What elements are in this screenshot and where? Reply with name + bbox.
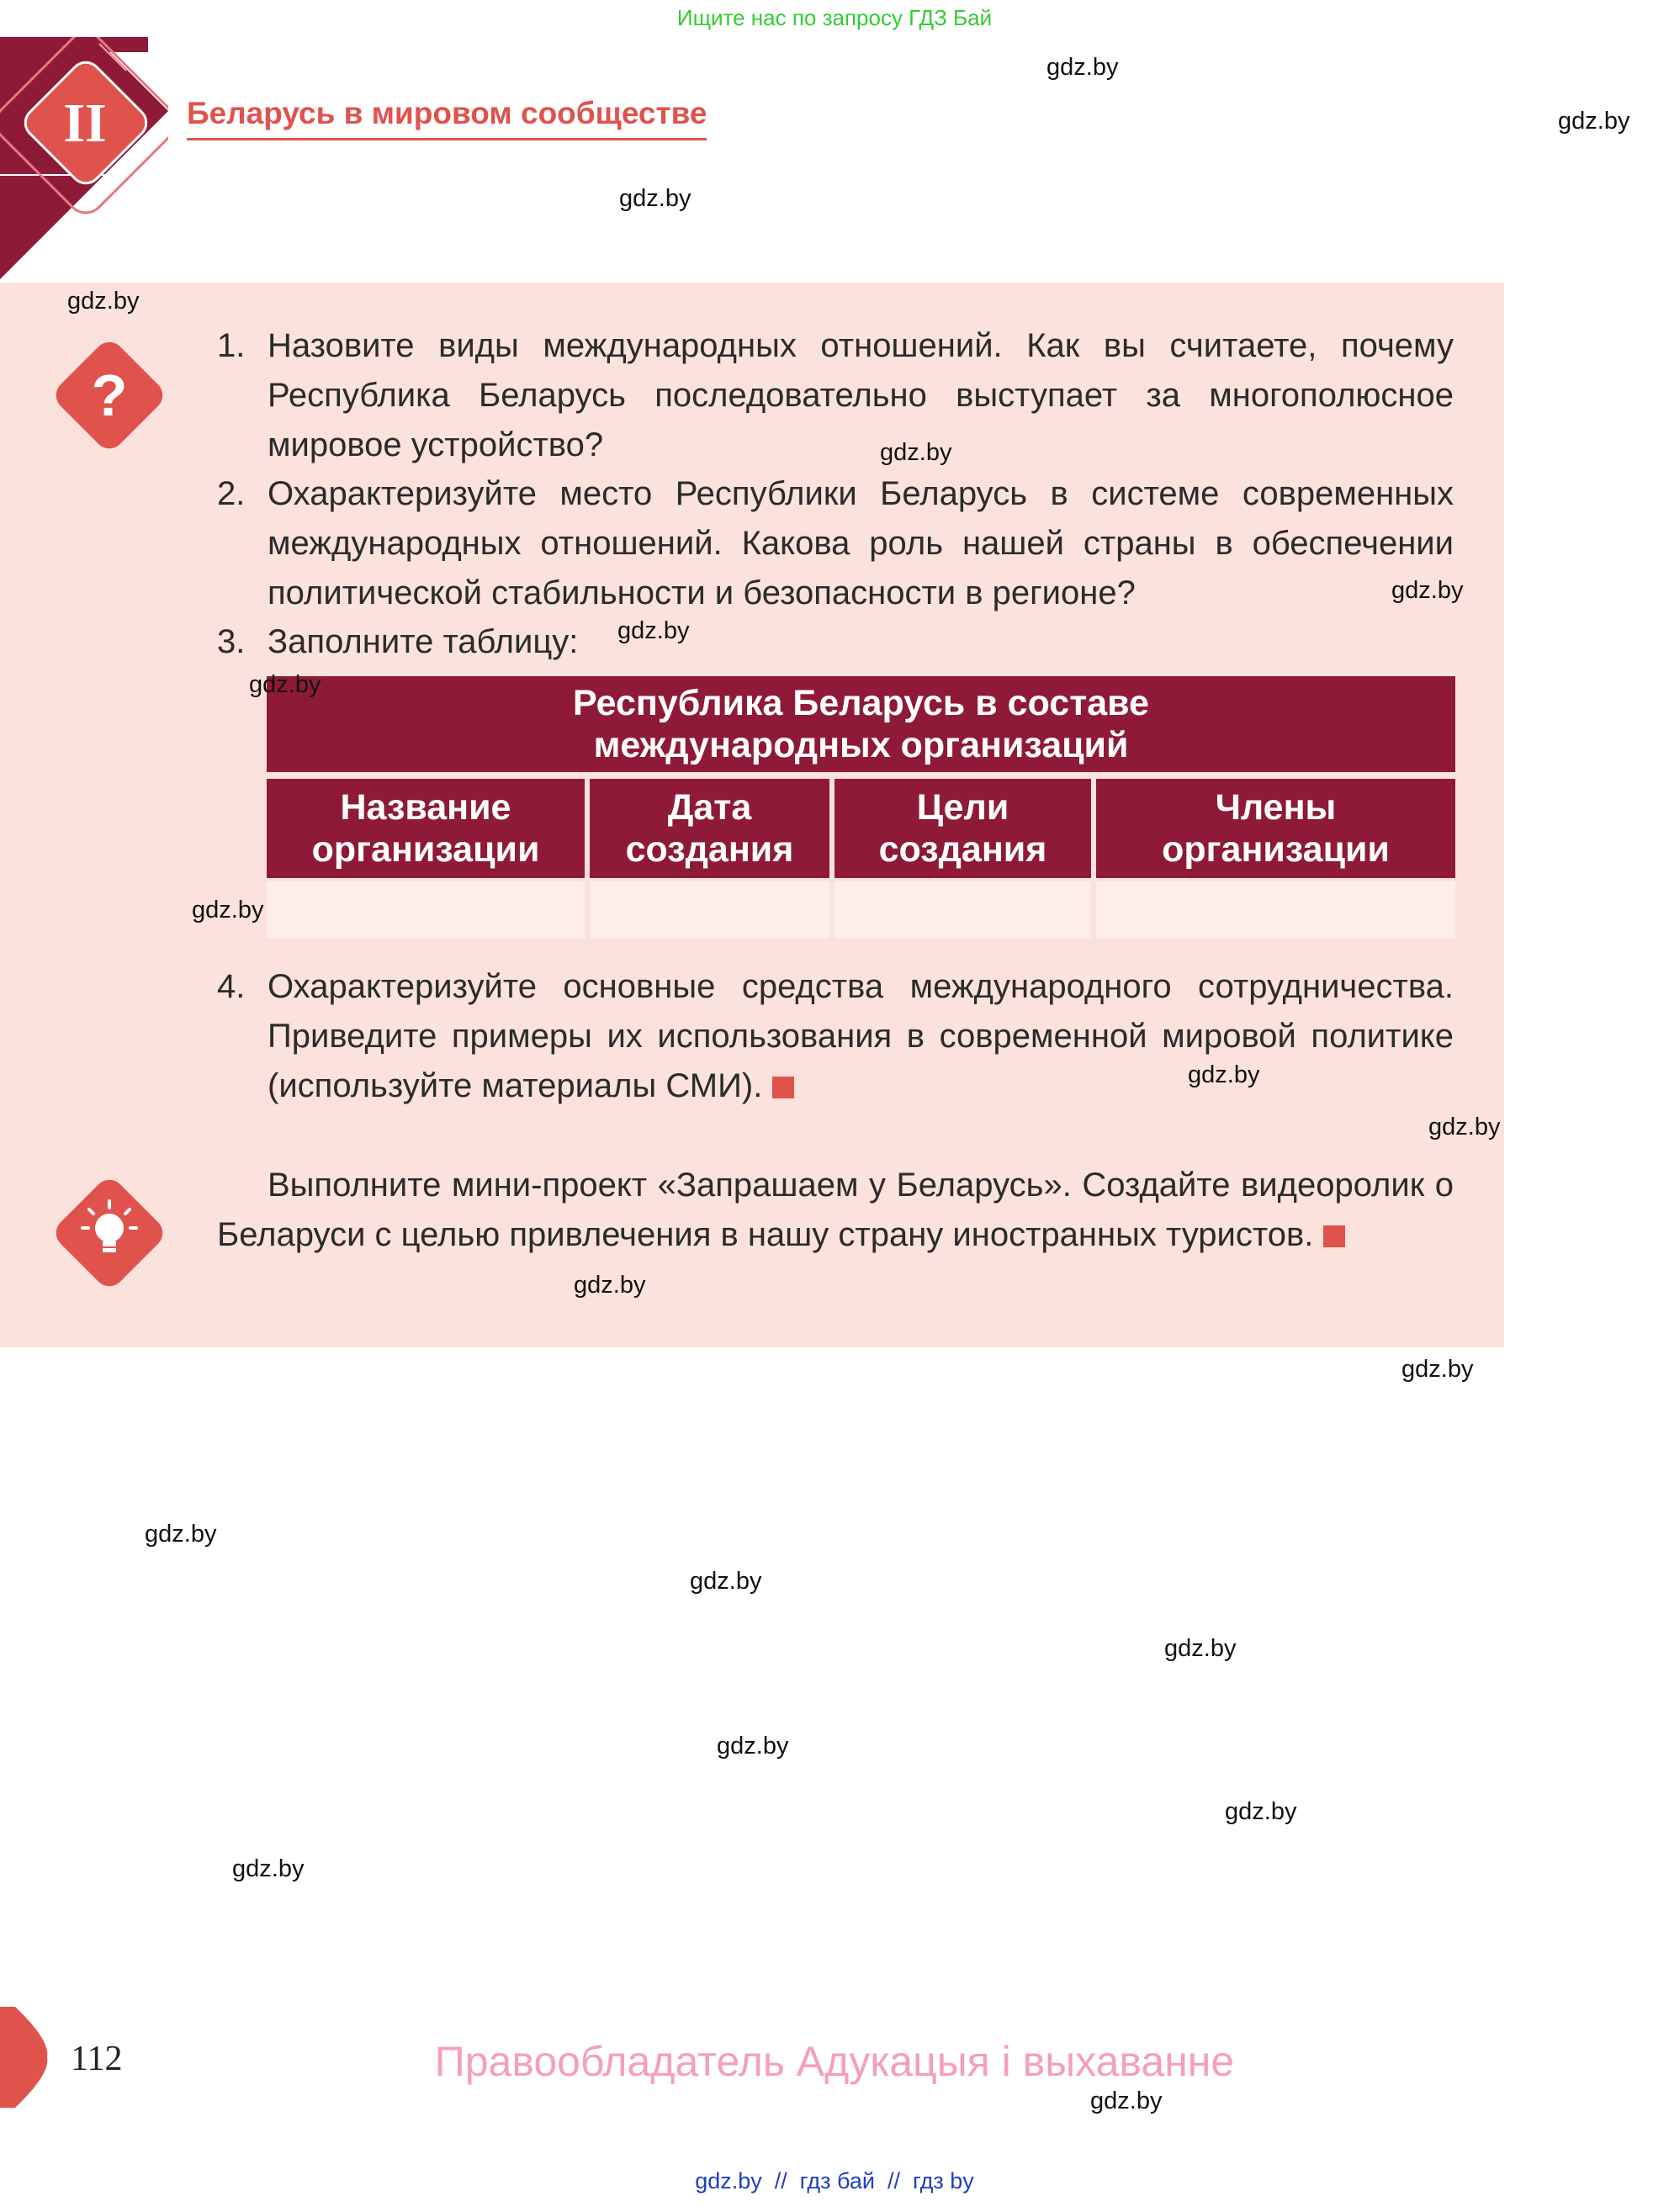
svg-text:?: ? — [91, 362, 128, 428]
table-row — [267, 881, 1455, 939]
end-mark-icon — [1323, 1225, 1345, 1247]
column-header-line: создания — [625, 829, 794, 870]
question-number: 3. — [217, 623, 246, 660]
watermark: gdz.by — [574, 1272, 646, 1299]
mini-project-text — [217, 1161, 1454, 1260]
watermark: gdz.by — [1558, 108, 1630, 135]
watermark: gdz.by — [690, 1568, 762, 1595]
column-header — [1096, 779, 1455, 878]
mini-project-content: Выполните мини-проект «Запрашаем у Беларусь». Создайте видеоролик о Беларуси с целью привлечения в нашу страну иностранных туристов. — [217, 1167, 1454, 1253]
chapter-title: Беларусь в мировом сообществе — [187, 96, 707, 140]
page-number: 112 — [71, 2040, 123, 2078]
copyright-notice: Правообладатель Адукацыя і выхаванне — [434, 2038, 1235, 2085]
table-cell[interactable] — [1096, 881, 1455, 939]
column-header — [267, 779, 590, 878]
question-text: Охарактеризуйте место Республики Беларусь в системе современных международных отношений. Какова роль нашей страны в обеспечении политической стабильности и безопасности в регионе? — [268, 475, 1454, 611]
question-number: 2. — [217, 475, 246, 512]
watermark: gdz.by — [617, 617, 690, 644]
column-header-line: организации — [1162, 829, 1390, 870]
column-header-line: Члены — [1215, 787, 1337, 828]
question-number: 1. — [217, 327, 246, 364]
question-text — [268, 962, 1454, 1111]
watermark: gdz.by — [232, 1855, 305, 1882]
watermark: gdz.by — [1164, 1635, 1237, 1662]
column-header-line: Цели — [916, 787, 1009, 828]
watermark: gdz.by — [880, 439, 952, 466]
question-3 — [217, 617, 1454, 667]
organizations-table — [267, 676, 1455, 939]
column-header-line: Название — [340, 787, 511, 828]
column-header — [834, 779, 1096, 878]
column-header-line: Дата — [667, 787, 752, 828]
watermark: gdz.by — [1046, 54, 1119, 81]
column-header-line: организации — [311, 829, 540, 870]
column-header — [590, 779, 834, 878]
question-mark-icon — [45, 331, 173, 459]
question-text: Назовите виды международных отношений. Как вы считаете, почему Республика Беларусь последовательно выступает за многополюсное мировое устройство? — [268, 327, 1454, 463]
table-cell[interactable] — [267, 881, 590, 939]
table-cell[interactable] — [834, 881, 1096, 939]
table-cell[interactable] — [590, 881, 834, 939]
table-title — [267, 676, 1455, 772]
watermark: gdz.by — [249, 671, 321, 698]
table-header-row — [267, 779, 1455, 878]
footer-links[interactable]: gdz.by // гдз бай // гдз by — [695, 2168, 974, 2193]
table-title-line: Республика Беларусь в составе — [573, 683, 1149, 723]
question-text: Заполните таблицу: — [268, 623, 579, 660]
watermark: gdz.by — [145, 1521, 217, 1548]
lightbulb-icon — [45, 1169, 173, 1297]
end-mark-icon — [772, 1077, 794, 1098]
question-1 — [217, 321, 1454, 470]
question-number: 4. — [217, 968, 246, 1005]
watermark: gdz.by — [717, 1733, 789, 1760]
table-title-line: международных организаций — [593, 725, 1129, 765]
question-2 — [217, 469, 1454, 618]
watermark: gdz.by — [1090, 2088, 1163, 2114]
top-banner[interactable]: Ищите нас по запросу ГДЗ Бай — [676, 5, 993, 30]
question-4 — [217, 962, 1454, 1111]
watermark: gdz.by — [67, 288, 140, 315]
watermark: gdz.by — [1428, 1114, 1501, 1140]
watermark: gdz.by — [619, 185, 691, 212]
question-text-content: Охарактеризуйте основные средства международного сотрудничества. Приведите примеры их использования в современной мировой политике (используйте материалы СМИ). — [268, 968, 1454, 1104]
column-header-line: создания — [878, 829, 1047, 870]
watermark: gdz.by — [192, 897, 264, 923]
chapter-number: II — [63, 93, 107, 154]
watermark: gdz.by — [1401, 1356, 1474, 1383]
watermark: gdz.by — [1225, 1798, 1297, 1825]
watermark: gdz.by — [1391, 577, 1464, 604]
watermark: gdz.by — [1188, 1061, 1260, 1088]
